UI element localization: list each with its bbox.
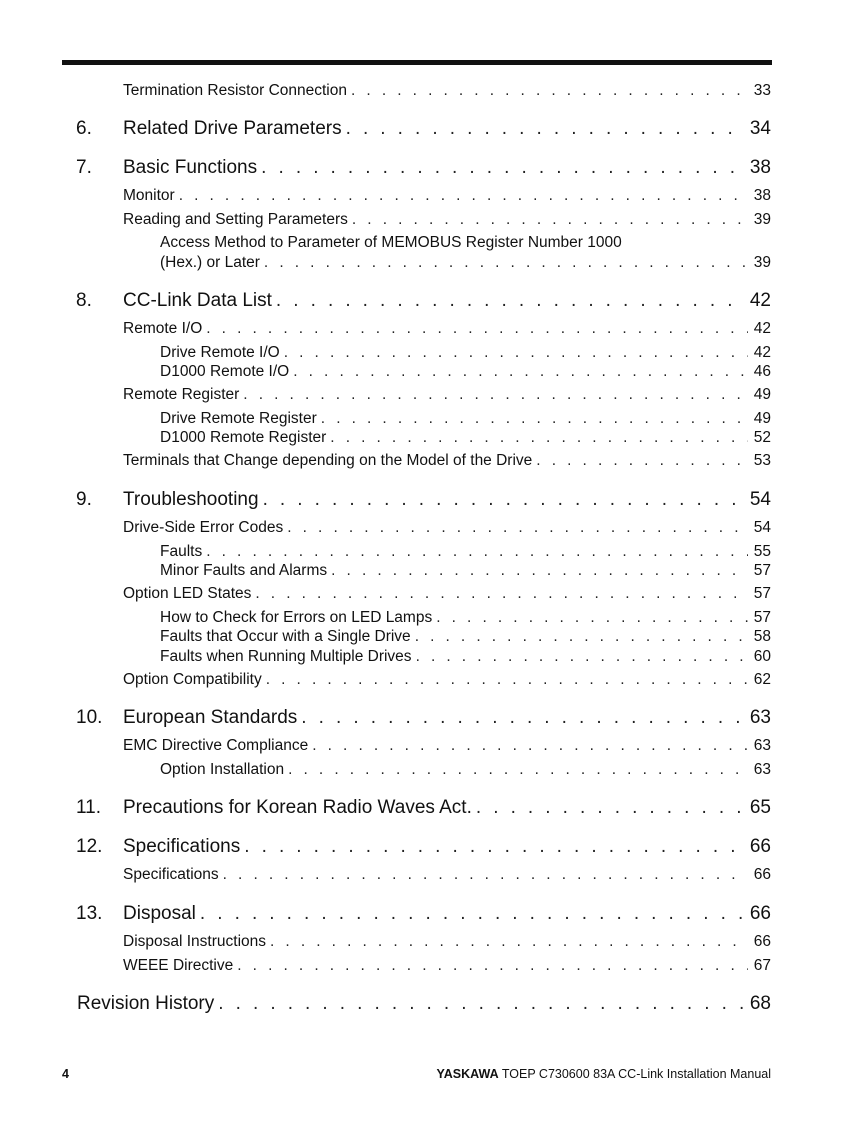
section-page: 42 <box>749 290 771 311</box>
section-number: 9. <box>76 489 92 510</box>
toc-entry-minor-faults-alarms[interactable] <box>160 562 771 580</box>
section-number: 6. <box>76 118 92 139</box>
dot-leader <box>321 410 748 428</box>
section-page: 63 <box>749 707 771 728</box>
toc-entry-page: 60 <box>753 648 771 665</box>
dot-leader <box>223 866 748 884</box>
section-page: 65 <box>749 797 771 818</box>
dot-leader <box>276 290 744 312</box>
dot-leader <box>287 519 748 537</box>
toc-entry-page: 39 <box>753 254 771 271</box>
toc-entry-title: D1000 Remote Register <box>160 429 327 446</box>
section-number: 11. <box>76 797 102 818</box>
dot-leader <box>270 933 748 951</box>
toc-entry-monitor[interactable] <box>123 187 771 205</box>
dot-leader <box>352 211 748 229</box>
toc-entry-title: Reading and Setting Parameters <box>123 211 348 228</box>
toc-revision-history[interactable] <box>77 993 771 1015</box>
dot-leader <box>264 254 748 272</box>
toc-entry-faults-single-drive[interactable] <box>160 628 771 646</box>
toc-entry-page: 66 <box>753 933 771 950</box>
toc-entry-page: 42 <box>753 320 771 337</box>
dot-leader <box>244 836 744 858</box>
dot-leader <box>330 429 747 447</box>
toc-entry-title: Faults that Occur with a Single Drive <box>160 628 411 645</box>
toc-entry-termination-resistor[interactable] <box>123 82 771 100</box>
dot-leader <box>206 320 748 338</box>
section-page: 66 <box>749 836 771 857</box>
revision-history-title: Revision History <box>77 993 215 1014</box>
dot-leader <box>261 157 744 179</box>
toc-entry-page: 55 <box>753 543 771 560</box>
toc-entry-check-led-lamps[interactable] <box>160 609 771 627</box>
toc-entry-title: WEEE Directive <box>123 957 234 974</box>
toc-entry-remote-register[interactable] <box>123 386 771 404</box>
section-page: 66 <box>749 903 771 924</box>
toc-entry-drive-side-error-codes[interactable] <box>123 519 771 537</box>
section-number: 13. <box>76 903 103 924</box>
toc-entry-terminals-change[interactable] <box>123 452 771 470</box>
dot-leader <box>476 797 744 819</box>
toc-entry-title: Drive-Side Error Codes <box>123 519 284 536</box>
toc-entry-title: Remote I/O <box>123 320 203 337</box>
section-number: 12. <box>76 836 103 857</box>
toc-entry-title: Option Installation <box>160 761 285 778</box>
toc-entry-specifications[interactable] <box>123 866 771 884</box>
dot-leader <box>293 363 748 381</box>
toc-entry-page: 46 <box>753 363 771 380</box>
toc-entry-page: 38 <box>753 187 771 204</box>
toc-entry-page: 39 <box>753 211 771 228</box>
toc-entry-title: How to Check for Errors on LED Lamps <box>160 609 433 626</box>
toc-entry-title: Option LED States <box>123 585 252 602</box>
toc-entry-title: Remote Register <box>123 386 240 403</box>
footer-page-number: 4 <box>62 1067 69 1081</box>
section-title: Basic Functions <box>123 157 258 178</box>
toc-entry-page: 66 <box>753 866 771 883</box>
toc-entry-page: 57 <box>753 562 771 579</box>
toc-entry-title: Minor Faults and Alarms <box>160 562 328 579</box>
section-title: Troubleshooting <box>123 489 259 510</box>
toc-entry-title: EMC Directive Compliance <box>123 737 309 754</box>
toc-entry-faults-multiple-drives[interactable] <box>160 648 771 666</box>
toc-entry-page: 67 <box>753 957 771 974</box>
dot-leader <box>312 737 748 755</box>
toc-entry-drive-remote-register[interactable] <box>160 410 771 428</box>
toc-entry-access-method-line2[interactable] <box>160 254 771 272</box>
dot-leader <box>263 489 744 511</box>
dot-leader <box>284 344 748 362</box>
dot-leader <box>243 386 747 404</box>
toc-entry-title: D1000 Remote I/O <box>160 363 290 380</box>
toc-section-13[interactable] <box>76 903 771 925</box>
dot-leader <box>255 585 747 603</box>
section-number: 7. <box>76 157 92 178</box>
toc-entry-page: 42 <box>753 344 771 361</box>
section-title: Specifications <box>123 836 241 857</box>
toc-entry-option-compatibility[interactable] <box>123 671 771 689</box>
dot-leader <box>346 118 744 140</box>
dot-leader <box>536 452 747 470</box>
toc-entry-title: Option Compatibility <box>123 671 262 688</box>
section-number: 10. <box>76 707 103 728</box>
toc-section-8[interactable] <box>76 290 771 312</box>
dot-leader <box>301 707 744 729</box>
toc-entry-title: Faults when Running Multiple Drives <box>160 648 412 665</box>
dot-leader <box>436 609 748 627</box>
toc-entry-title: Drive Remote I/O <box>160 344 280 361</box>
toc-entry-page: 53 <box>753 452 771 469</box>
dot-leader <box>415 628 748 646</box>
section-title: CC-Link Data List <box>123 290 272 311</box>
toc-entry-page: 52 <box>753 429 771 446</box>
toc-entry-weee-directive[interactable] <box>123 957 771 975</box>
toc-entry-title: Faults <box>160 543 203 560</box>
dot-leader <box>218 993 744 1015</box>
section-number: 8. <box>76 290 92 311</box>
toc-entry-page: 57 <box>753 609 771 626</box>
section-title: Related Drive Parameters <box>123 118 342 139</box>
toc-entry-d1000-remote-io[interactable] <box>160 363 771 381</box>
toc-entry-page: 62 <box>753 671 771 688</box>
toc-entry-title: (Hex.) or Later <box>160 254 260 271</box>
section-title: Precautions for Korean Radio Waves Act. <box>123 797 472 818</box>
section-title: Disposal <box>123 903 196 924</box>
dot-leader <box>206 543 748 561</box>
toc-section-12[interactable] <box>76 836 771 858</box>
footer-manual-title <box>437 1067 771 1081</box>
dot-leader <box>237 957 748 975</box>
section-page: 38 <box>749 157 771 178</box>
toc-entry-page: 57 <box>753 585 771 602</box>
toc-entry-title: Termination Resistor Connection <box>123 82 347 99</box>
toc-entry-option-installation[interactable] <box>160 761 771 779</box>
footer-brand: YASKAWA <box>436 1067 499 1081</box>
footer-manual-name: TOEP C730600 83A CC-Link Installation Manual <box>501 1067 771 1081</box>
dot-leader <box>179 187 748 205</box>
toc-section-9[interactable] <box>76 489 771 511</box>
section-page: 34 <box>749 118 771 139</box>
toc-entry-drive-remote-io[interactable] <box>160 344 771 362</box>
toc-section-10[interactable] <box>76 707 771 729</box>
dot-leader <box>200 903 744 925</box>
dot-leader <box>331 562 748 580</box>
section-page: 54 <box>749 489 771 510</box>
toc-entry-page: 33 <box>753 82 771 99</box>
toc-section-6[interactable] <box>76 118 771 140</box>
toc-entry-access-method-line1[interactable]: Access Method to Parameter of MEMOBUS Register Number 1000 <box>160 234 622 251</box>
toc-entry-disposal-instructions[interactable] <box>123 933 771 951</box>
toc-entry-page: 49 <box>753 386 771 403</box>
toc-entry-page: 54 <box>753 519 771 536</box>
toc-entry-emc-directive[interactable] <box>123 737 771 755</box>
toc-entry-title: Drive Remote Register <box>160 410 317 427</box>
toc-section-11[interactable] <box>76 797 771 819</box>
toc-entry-d1000-remote-register[interactable] <box>160 429 771 447</box>
toc-entry-page: 49 <box>753 410 771 427</box>
section-title: European Standards <box>123 707 298 728</box>
revision-history-page: 68 <box>749 993 771 1014</box>
toc-entry-title: Disposal Instructions <box>123 933 267 950</box>
toc-entry-page: 63 <box>753 737 771 754</box>
toc-entry-remote-io[interactable] <box>123 320 771 338</box>
dot-leader <box>266 671 748 689</box>
toc-entry-title: Terminals that Change depending on the Model of the Drive <box>123 452 533 469</box>
toc-entry-page: 58 <box>753 628 771 645</box>
toc-entry-title: Monitor <box>123 187 175 204</box>
dot-leader <box>416 648 748 666</box>
dot-leader <box>351 82 748 100</box>
toc-section-7[interactable] <box>76 157 771 179</box>
toc-entry-faults[interactable] <box>160 543 771 561</box>
dot-leader <box>288 761 748 779</box>
toc-entry-title: Specifications <box>123 866 219 883</box>
toc-entry-option-led-states[interactable] <box>123 585 771 603</box>
toc-entry-reading-setting-parameters[interactable] <box>123 211 771 229</box>
toc-entry-page: 63 <box>753 761 771 778</box>
